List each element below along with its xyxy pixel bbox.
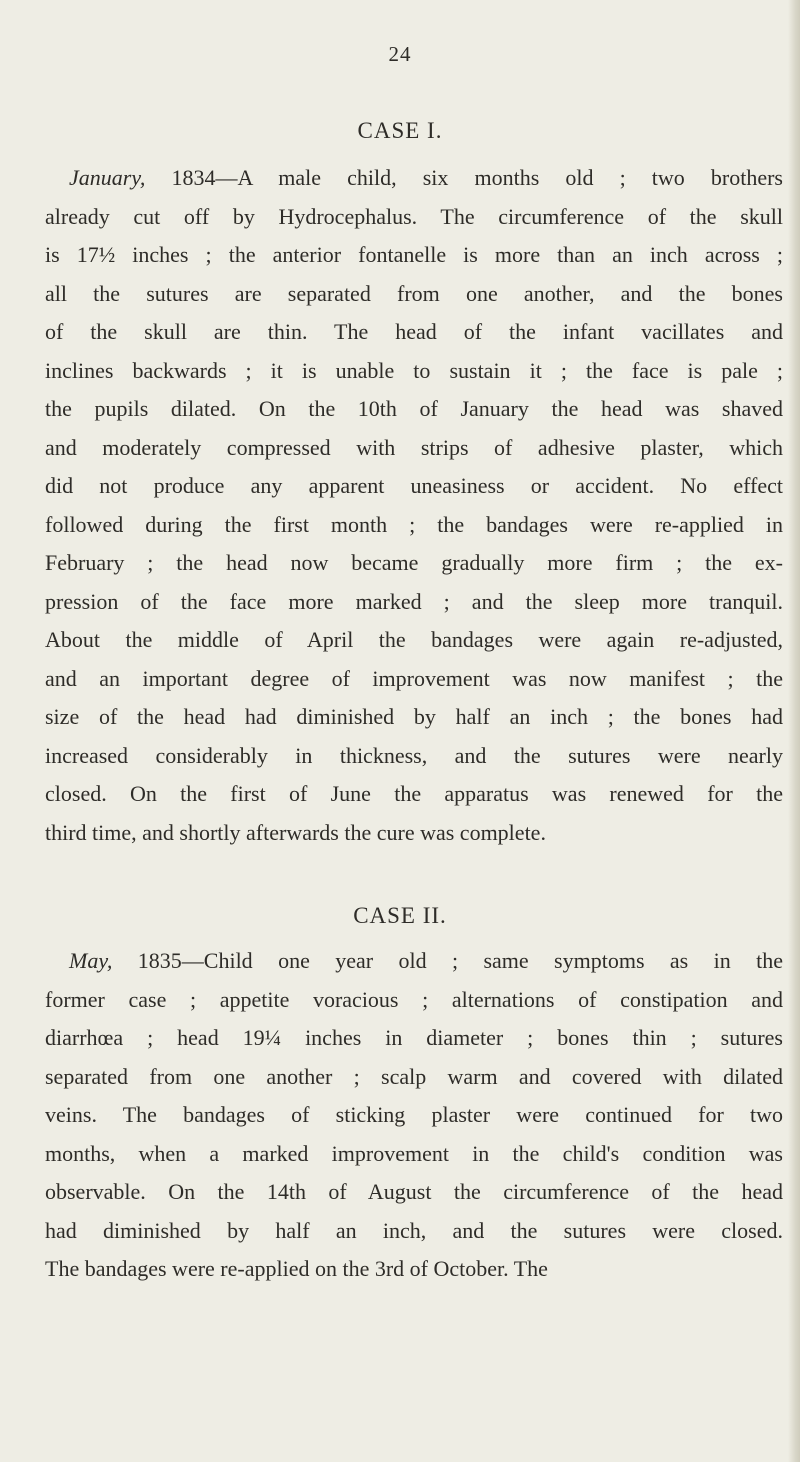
line-text: all the sutures are separated from one another, and the bones [45, 280, 783, 306]
text-line [45, 390, 783, 429]
case-2-text [45, 942, 783, 1289]
line-text: already cut off by Hydrocephalus. The circumference of the skull [45, 203, 783, 229]
line-text: observable. On the 14th of August the circumference of the head [45, 1179, 783, 1204]
text-line [45, 1019, 783, 1058]
text-line [45, 621, 783, 660]
line-text: veins. The bandages of sticking plaster were continued for two [45, 1102, 783, 1127]
line-text: 1834—A male child, six months old ; two brothers [145, 165, 783, 190]
case-date: May, [69, 948, 113, 973]
line-text: separated from one another ; scalp warm and covered with dilated [45, 1063, 783, 1089]
page-number: 24 [388, 42, 412, 66]
line-text: closed. On the first of June the apparatus was renewed for the [45, 781, 783, 806]
text-line [45, 236, 783, 275]
text-line [45, 698, 783, 737]
text-line [45, 198, 783, 237]
text-line [45, 544, 783, 583]
line-text: 1835—Child one year old ; same symptoms as in the [112, 948, 783, 973]
line-text: diarrhœa ; head 19¼ inches in diameter ; bones thin ; sutures [45, 1025, 783, 1050]
text-line [45, 814, 783, 853]
text-line [45, 352, 783, 391]
line-text: followed during the first month ; the bandages were re-applied in [45, 511, 783, 537]
text-line [45, 942, 783, 981]
text-line [45, 429, 783, 468]
case-2-heading: CASE II. [353, 903, 447, 928]
case-1-heading: CASE I. [357, 118, 443, 143]
text-line [45, 1058, 783, 1097]
line-text: inclines backwards ; it is unable to sustain it ; the face is pale ; [45, 357, 783, 383]
text-line [45, 275, 783, 314]
text-line [45, 313, 783, 352]
text-line [45, 660, 783, 699]
text-line [45, 981, 783, 1020]
text-line [45, 1135, 783, 1174]
line-text: pression of the face more marked ; and the sleep more tranquil. [45, 588, 783, 614]
text-line [45, 1173, 783, 1212]
line-text: of the skull are thin. The head of the infant vacillates and [45, 319, 783, 344]
line-text: did not produce any apparent uneasiness or accident. No effect [45, 473, 783, 498]
text-line [45, 1250, 783, 1289]
page-edge-shadow [788, 0, 800, 1462]
text-line [45, 775, 783, 814]
case-date: January, [69, 165, 146, 190]
text-line [45, 583, 783, 622]
text-line [45, 737, 783, 776]
line-text: third time, and shortly afterwards the cure was complete. [45, 819, 546, 845]
text-line [45, 1212, 783, 1251]
text-line [45, 1096, 783, 1135]
line-text: had diminished by half an inch, and the sutures were closed. [45, 1217, 783, 1243]
text-line [45, 159, 783, 198]
line-text: is 17½ inches ; the anterior fontanelle is more than an inch across ; [45, 242, 783, 267]
line-text: months, when a marked improvement in the child's condition was [45, 1140, 783, 1166]
line-text: former case ; appetite voracious ; alternations of constipation and [45, 986, 783, 1012]
line-text: increased considerably in thickness, and the sutures were nearly [45, 742, 783, 768]
case-1-text [45, 159, 783, 852]
line-text: size of the head had diminished by half an inch ; the bones had [45, 704, 783, 729]
text-line [45, 506, 783, 545]
line-text: February ; the head now became gradually more firm ; the ex- [45, 550, 783, 575]
line-text: the pupils dilated. On the 10th of January the head was shaved [45, 396, 783, 421]
line-text: About the middle of April the bandages were again re-adjusted, [45, 627, 783, 652]
line-text: and an important degree of improvement was now manifest ; the [45, 665, 783, 691]
line-text: The bandages were re-applied on the 3rd of October. The [45, 1256, 548, 1281]
text-line [45, 467, 783, 506]
line-text: and moderately compressed with strips of adhesive plaster, which [45, 434, 783, 460]
